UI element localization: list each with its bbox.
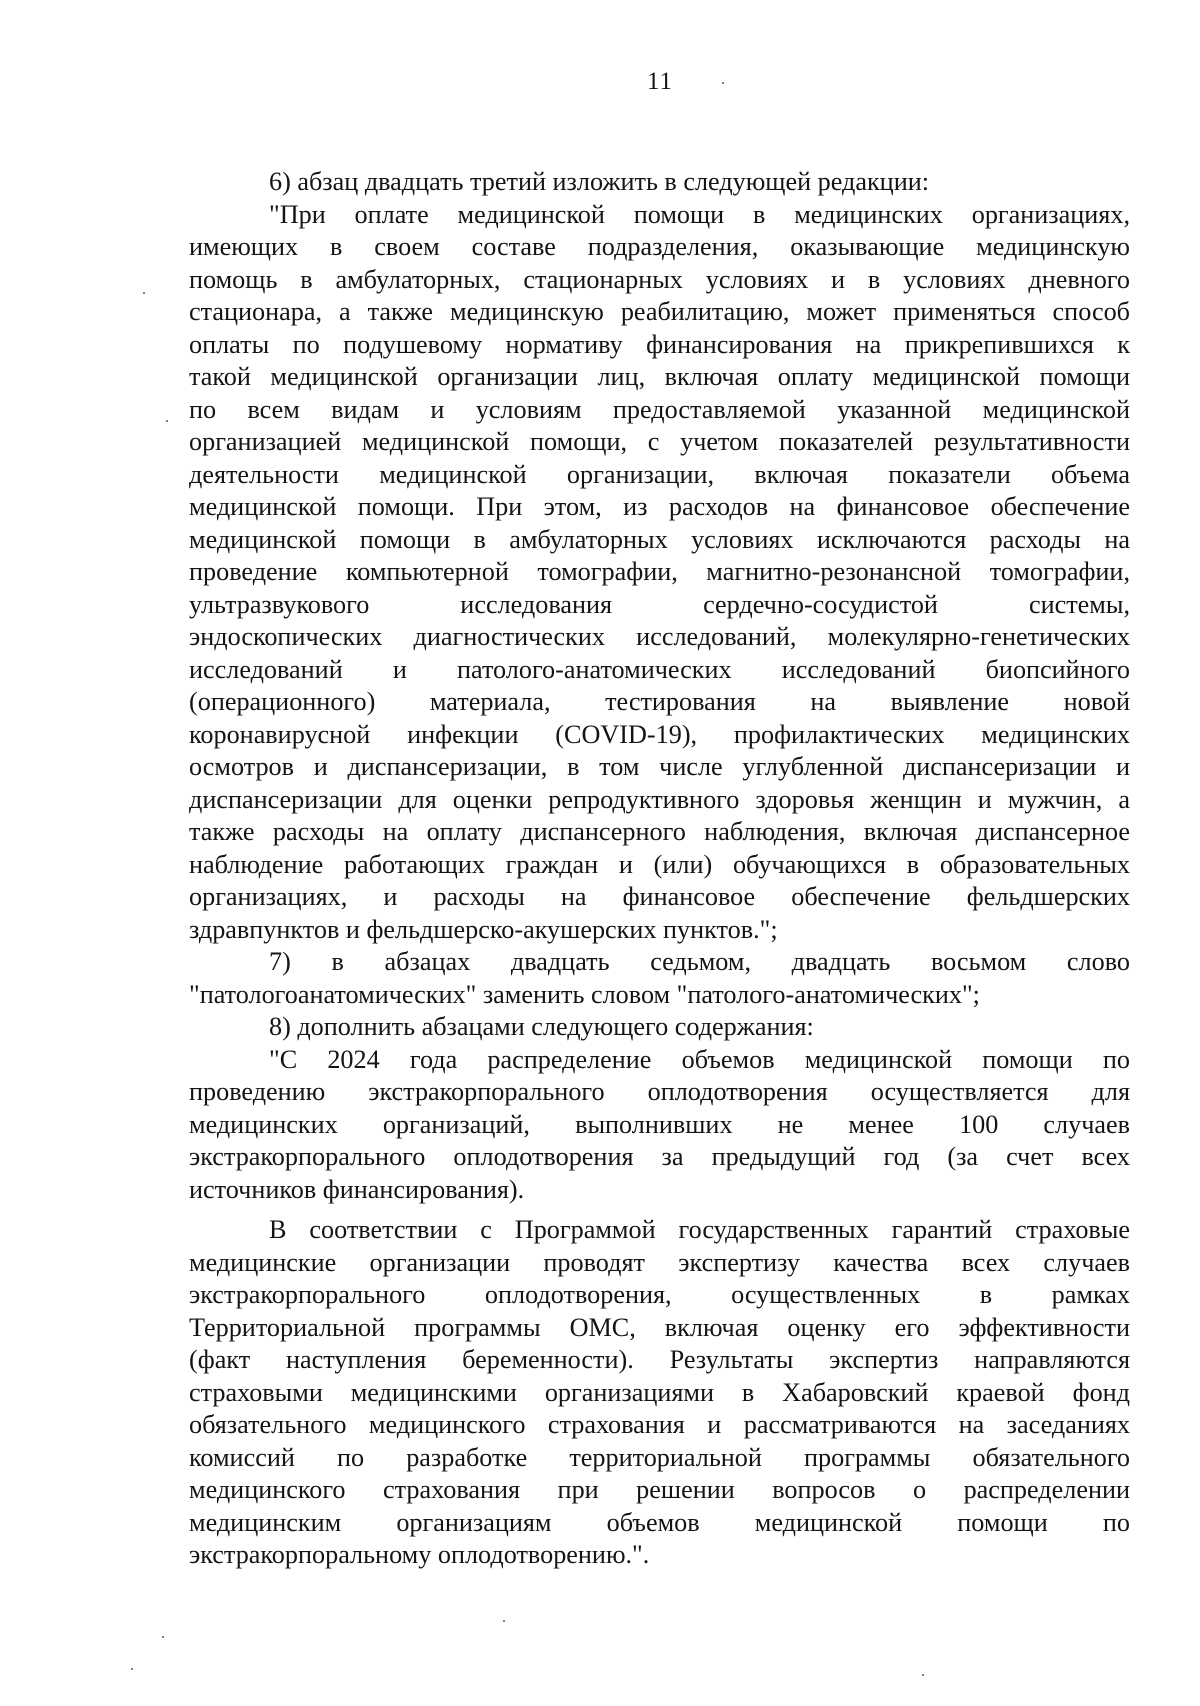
scan-speck — [131, 1668, 133, 1670]
text-line: помощь в амбулаторных, стационарных условиях и в условиях дневного — [189, 264, 1130, 294]
scan-speck — [166, 420, 168, 422]
text-line: 8) дополнить абзацами следующего содержания: — [269, 1012, 814, 1041]
text-line: диспансеризации для оценки репродуктивного здоровья женщин и мужчин, а — [189, 784, 1130, 814]
text-line: медицинского страхования при решении вопросов о распределении — [189, 1475, 1130, 1504]
text-line: наблюдение работающих граждан и (или) обучающихся в образовательных — [189, 849, 1130, 879]
text-line: также расходы на оплату диспансерного наблюдения, включая диспансерное — [189, 817, 1130, 846]
text-line: "патологоанатомических" заменить словом "патолого-анатомических"; — [189, 979, 980, 1009]
text-line: (операционного) материала, тестирования на выявление новой — [189, 687, 1130, 716]
text-line: медицинской помощи. При этом, из расходов на финансовое обеспечение — [189, 492, 1130, 521]
scan-speck — [922, 1674, 924, 1676]
text-line: медицинским организациям объемов медицинской помощи по — [189, 1507, 1130, 1537]
text-line: проведению экстракорпорального оплодотворения осуществляется для — [189, 1077, 1130, 1106]
text-line: экстракорпорального оплодотворения, осуществленных в рамках — [189, 1280, 1130, 1309]
text-line: экстракорпоральному оплодотворению.". — [189, 1540, 650, 1569]
text-line: имеющих в своем составе подразделения, оказывающие медицинскую — [189, 232, 1130, 261]
text-line: страховыми медицинскими организациями в Хабаровский краевой фонд — [189, 1377, 1130, 1407]
text-line: обязательного медицинского страхования и рассматриваются на заседаниях — [189, 1410, 1130, 1439]
text-line: ультразвукового исследования сердечно-сосудистой системы, — [189, 589, 1130, 619]
text-line: стационара, а также медицинскую реабилитацию, может применяться способ — [189, 297, 1130, 326]
text-line: (факт наступления беременности). Результаты экспертиз направляются — [189, 1345, 1130, 1374]
text-line: деятельности медицинской организации, включая показатели объема — [189, 459, 1130, 489]
text-line: медицинских организаций, выполнивших не менее 100 случаев — [189, 1109, 1130, 1139]
page-number: 11 — [646, 68, 674, 95]
text-line: коронавирусной инфекции (COVID-19), профилактических медицинских — [189, 719, 1130, 749]
text-line: организацией медицинской помощи, с учетом показателей результативности — [189, 427, 1130, 456]
text-line: оплаты по подушевому нормативу финансирования на прикрепившихся к — [189, 329, 1130, 359]
text-line: В соответствии с Программой государственных гарантий страховые — [269, 1215, 1130, 1244]
scan-speck — [143, 292, 145, 294]
text-line: по всем видам и условиям предоставляемой указанной медицинской — [189, 394, 1130, 424]
text-line: экстракорпорального оплодотворения за предыдущий год (за счет всех — [189, 1142, 1130, 1171]
text-line: 7) в абзацах двадцать седьмом, двадцать восьмом слово — [269, 947, 1130, 976]
scan-speck — [503, 1620, 505, 1622]
text-line: Территориальной программы ОМС, включая оценку его эффективности — [189, 1312, 1130, 1342]
text-line: комиссий по разработке территориальной программы обязательного — [189, 1442, 1130, 1472]
text-line: эндоскопических диагностических исследований, молекулярно-генетических — [189, 622, 1130, 651]
scan-speck — [722, 82, 724, 84]
text-line: такой медицинской организации лиц, включая оплату медицинской помощи — [189, 362, 1130, 391]
text-line: медицинские организации проводят экспертизу качества всех случаев — [189, 1247, 1130, 1277]
text-line: "С 2024 года распределение объемов медицинской помощи по — [269, 1044, 1130, 1074]
scan-speck — [162, 1636, 164, 1638]
text-line: медицинской помощи в амбулаторных условиях исключаются расходы на — [189, 524, 1130, 554]
text-line: "При оплате медицинской помощи в медицинских организациях, — [269, 199, 1130, 229]
text-line: осмотров и диспансеризации, в том числе углубленной диспансеризации и — [189, 752, 1130, 781]
document-body — [189, 166, 1130, 1572]
text-line: исследований и патолого-анатомических исследований биопсийного — [189, 654, 1130, 684]
text-line: проведение компьютерной томографии, магнитно-резонансной томографии, — [189, 557, 1130, 586]
text-line: источников финансирования). — [189, 1174, 525, 1204]
text-line: здравпунктов и фельдшерско-акушерских пунктов."; — [189, 914, 778, 944]
text-line: организациях, и расходы на финансовое обеспечение фельдшерских — [189, 882, 1130, 911]
text-line: 6) абзац двадцать третий изложить в следующей редакции: — [269, 167, 930, 196]
